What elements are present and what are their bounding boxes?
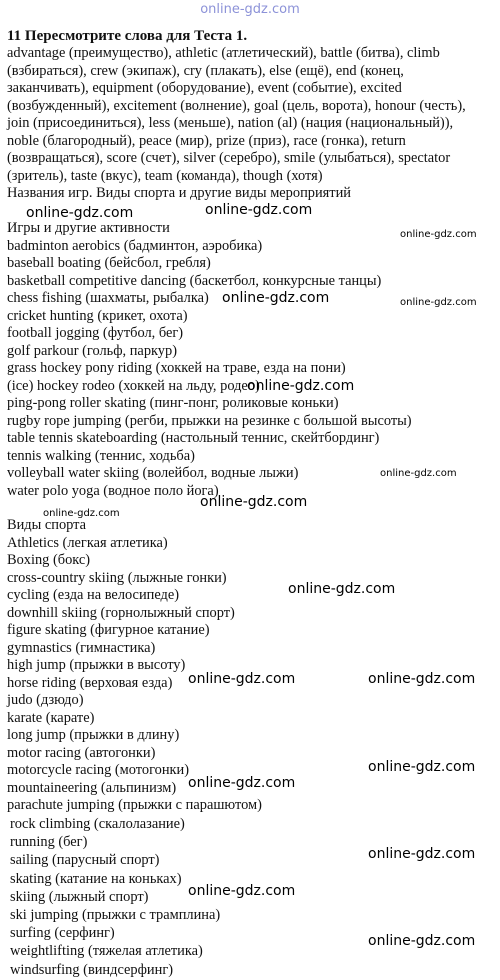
section-heading: Названия игр. Виды спорта и другие виды мероприятий [7,185,351,201]
list-item: karate (карате) [7,709,95,726]
list-item: ski jumping (прыжки с трамплина) [10,907,221,924]
list-item: sailing (парусный спорт) [10,852,160,869]
watermark: online-gdz.com [368,846,476,862]
watermark: online-gdz.com [368,933,476,949]
list-item: baseball boating (бейсбол, гребля) [7,255,211,271]
list-item: parachute jumping (прыжки с парашютом) [7,797,262,813]
list-item: long jump (прыжки в длину) [7,727,180,743]
vocabulary-paragraph [7,45,495,185]
text-line: (возвращаться), score (счет), silver (серебро), smile (улыбаться), spectator [7,150,451,166]
watermark: online-gdz.com [188,671,296,687]
site-watermark-top: online-gdz.com [200,2,300,17]
list-item: rugby rope jumping (регби, прыжки на резинке с большой высоты) [7,412,412,429]
text-line: заканчивать), equipment (оборудование), event (событие), excited [7,80,402,96]
list-item: volleyball water skiing (волейбол, водные лыжи) [7,465,299,481]
list-item: basketball competitive dancing (баскетбол, конкурсные танцы) [7,272,382,289]
list-item: skiing (лыжный спорт) [10,888,149,905]
list-item: (ice) hockey rodeo (хоккей на льду, родео) [7,377,260,394]
list-item: horse riding (верховая езда) [7,674,173,691]
list-item: cycling (езда на велосипеде) [7,587,180,603]
list-item: golf parkour (гольф, паркур) [7,342,177,359]
text-line: join (присоединиться), less (меньше), nation (al) (нация (национальный)), [7,115,454,131]
watermark: online-gdz.com [200,494,308,510]
list-item: Athletics (легкая атлетика) [7,534,168,551]
list-item: weightlifting (тяжелая атлетика) [10,943,203,960]
watermark: online-gdz.com [288,581,396,597]
text-line: advantage (преимущество), athletic (атлетический), battle (битва), climb [7,45,440,61]
watermark: online-gdz.com [400,297,477,308]
list-item: grass hockey pony riding (хоккей на траве, езда на пони) [7,360,346,376]
watermark: online-gdz.com [222,290,330,306]
watermark: online-gdz.com [26,205,134,221]
list-item: rock climbing (скалолазание) [10,816,185,832]
text-line: (взбираться), crew (экипаж), cry (плакать), else (ещё), end (конец, [7,62,404,79]
watermark: online-gdz.com [247,378,355,394]
list-item: badminton aerobics (бадминтон, аэробика) [7,237,263,254]
list-item: football jogging (футбол, бег) [7,325,184,341]
list-item: Boxing (бокс) [7,552,91,568]
list-item: gymnastics (гимнастика) [7,639,156,656]
watermark: online-gdz.com [380,468,457,479]
list-item: high jump (прыжки в высоту) [7,657,186,673]
list-item: motor racing (автогонки) [7,744,156,761]
list-item: figure skating (фигурное катание) [7,622,210,638]
list-item: chess fishing (шахматы, рыбалка) [7,290,209,306]
watermark: online-gdz.com [368,671,476,687]
subsection-heading: Игры и другие активности [7,220,170,236]
watermark: online-gdz.com [43,508,120,519]
list-item: skating (катание на коньках) [10,870,182,887]
list-item: table tennis skateboarding (настольный теннис, скейтбординг) [7,430,380,446]
watermark: online-gdz.com [368,759,476,775]
list-item: water polo yoga (водное поло йога) [7,482,219,499]
list-item: cricket hunting (крикет, охота) [7,307,188,324]
watermark: online-gdz.com [188,775,296,791]
list-item: tennis walking (теннис, ходьба) [7,447,195,464]
watermark: online-gdz.com [188,883,296,899]
list-item: mountaineering (альпинизм) [7,779,177,796]
list-item: cross-country skiing (лыжные гонки) [7,569,227,586]
list-item: motorcycle racing (мотогонки) [7,762,190,778]
list-item: judo (дзюдо) [7,692,84,708]
text-line: (возбужденный), excitement (волнение), goal (цель, ворота), honour (честь), [7,97,466,114]
section-heading: Виды спорта [7,517,87,533]
list-item: downhill skiing (горнолыжный спорт) [7,604,235,621]
list-item: ping-pong roller skating (пинг-понг, роликовые коньки) [7,395,339,411]
list-item: windsurfing (виндсерфинг) [10,961,174,978]
exercise-title: 11 Пересмотрите слова для Теста 1. [7,28,248,44]
text-line: noble (благородный), peace (мир), prize (приз), race (гонка), return [7,132,406,149]
list-item: running (бег) [10,834,88,851]
list-item: surfing (серфинг) [10,925,115,942]
watermark: online-gdz.com [205,202,313,218]
watermark: online-gdz.com [400,229,477,240]
text-line: (зритель), taste (вкус), team (команда), though (хотя) [7,167,323,184]
